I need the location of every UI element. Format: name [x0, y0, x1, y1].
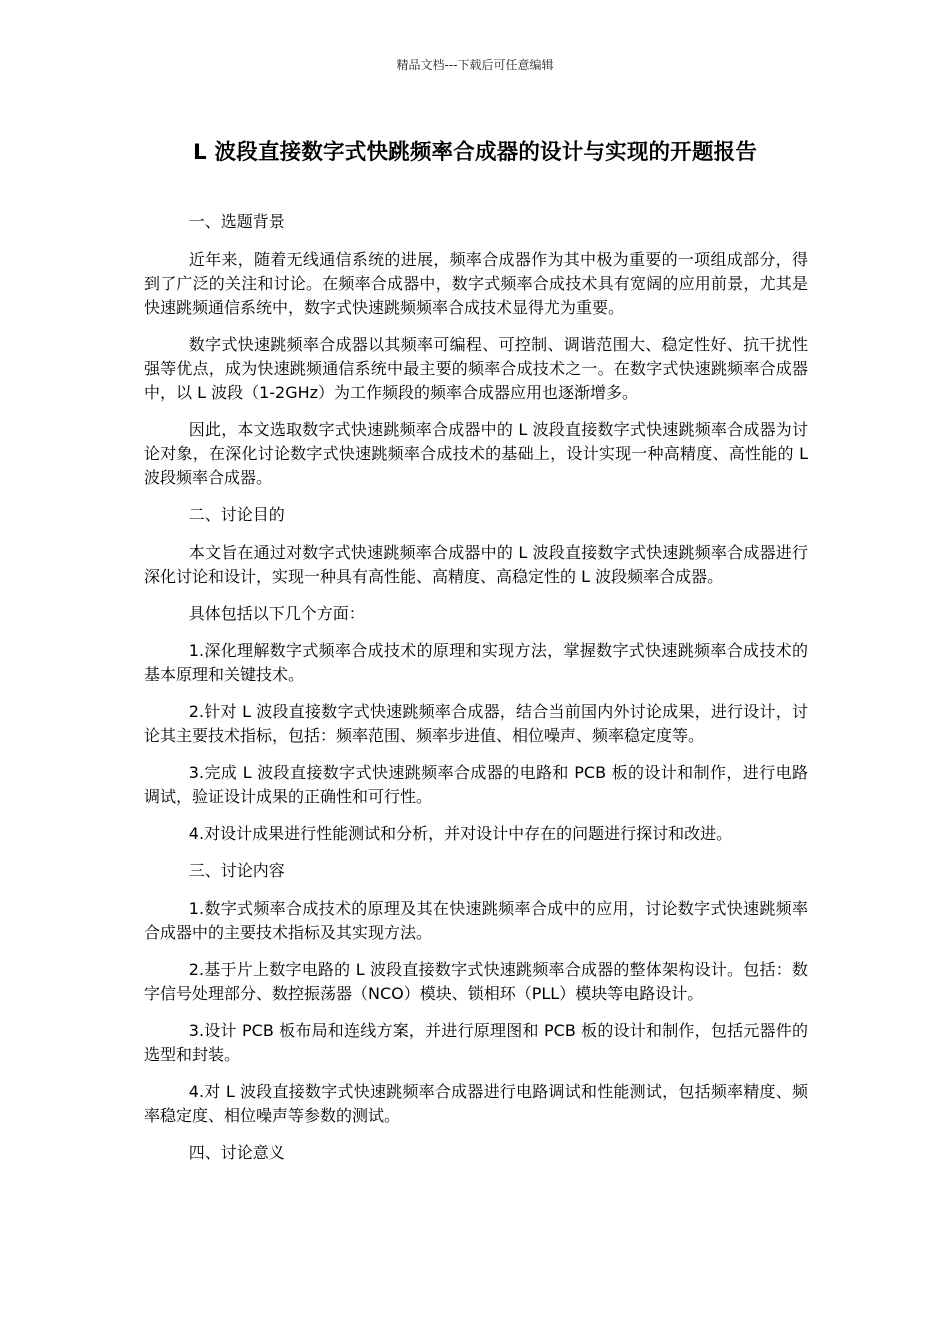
section-heading-background: 一、选题背景 — [188, 212, 285, 231]
section-heading-significance: 四、讨论意义 — [188, 1143, 285, 1162]
section-heading-purpose: 二、讨论目的 — [188, 505, 285, 524]
paragraph: 本文旨在通过对数字式快速跳频率合成器中的 L 波段直接数字式快速跳频率合成器进行深化讨论和设计，实现一种具有高性能、高精度、高稳定性的 L 波段频率合成器。 — [144, 543, 808, 586]
paragraph: 数字式快速跳频率合成器以其频率可编程、可控制、调谐范围大、稳定性好、抗干扰性强等优点，成为快速跳频通信系统中最主要的频率合成技术之一。在数字式快速跳频率合成器中，以 L 波段（1-2GHz）为工作频段的频率合成器应用也逐渐增多。 — [144, 335, 808, 402]
list-item: 4.对设计成果进行性能测试和分析，并对设计中存在的问题进行探讨和改进。 — [188, 824, 733, 843]
paragraph: 因此，本文选取数字式快速跳频率合成器中的 L 波段直接数字式快速跳频率合成器为讨论对象，在深化讨论数字式快速跳频率合成技术的基础上，设计实现一种高精度、高性能的 L 波段频率合成器。 — [144, 420, 808, 487]
list-item: 1.数字式频率合成技术的原理及其在快速跳频率合成中的应用，讨论数字式快速跳频率合成器中的主要技术指标及其实现方法。 — [144, 899, 808, 942]
list-item: 3.完成 L 波段直接数字式快速跳频率合成器的电路和 PCB 板的设计和制作，进行电路调试，验证设计成果的正确性和可行性。 — [144, 763, 808, 806]
paragraph: 具体包括以下几个方面： — [188, 604, 365, 623]
paragraph: 近年来，随着无线通信系统的进展，频率合成器作为其中极为重要的一项组成部分，得到了广泛的关注和讨论。在频率合成器中，数字式频率合成技术具有宽阔的应用前景，尤其是快速跳频通信系统中，数字式快速跳频频率合成技术显得尤为重要。 — [144, 250, 808, 317]
document-title: L 波段直接数字式快跳频率合成器的设计与实现的开题报告 — [192, 140, 758, 165]
document-body — [144, 210, 808, 1179]
list-item: 1.深化理解数字式频率合成技术的原理和实现方法，掌握数字式快速跳频率合成技术的基本原理和关键技术。 — [144, 641, 808, 684]
list-item: 2.针对 L 波段直接数字式快速跳频率合成器，结合当前国内外讨论成果，进行设计，讨论其主要技术指标，包括：频率范围、频率步进值、相位噪声、频率稳定度等。 — [144, 702, 808, 745]
page-header: 精品文档---下载后可任意编辑 — [396, 58, 554, 72]
list-item: 3.设计 PCB 板布局和连线方案，并进行原理图和 PCB 板的设计和制作，包括元器件的选型和封装。 — [144, 1021, 808, 1064]
list-item: 4.对 L 波段直接数字式快速跳频率合成器进行电路调试和性能测试，包括频率精度、频率稳定度、相位噪声等参数的测试。 — [144, 1082, 808, 1125]
list-item: 2.基于片上数字电路的 L 波段直接数字式快速跳频率合成器的整体架构设计。包括：数字信号处理部分、数控振荡器（NCO）模块、锁相环（PLL）模块等电路设计。 — [144, 960, 808, 1003]
section-heading-content: 三、讨论内容 — [188, 861, 285, 880]
